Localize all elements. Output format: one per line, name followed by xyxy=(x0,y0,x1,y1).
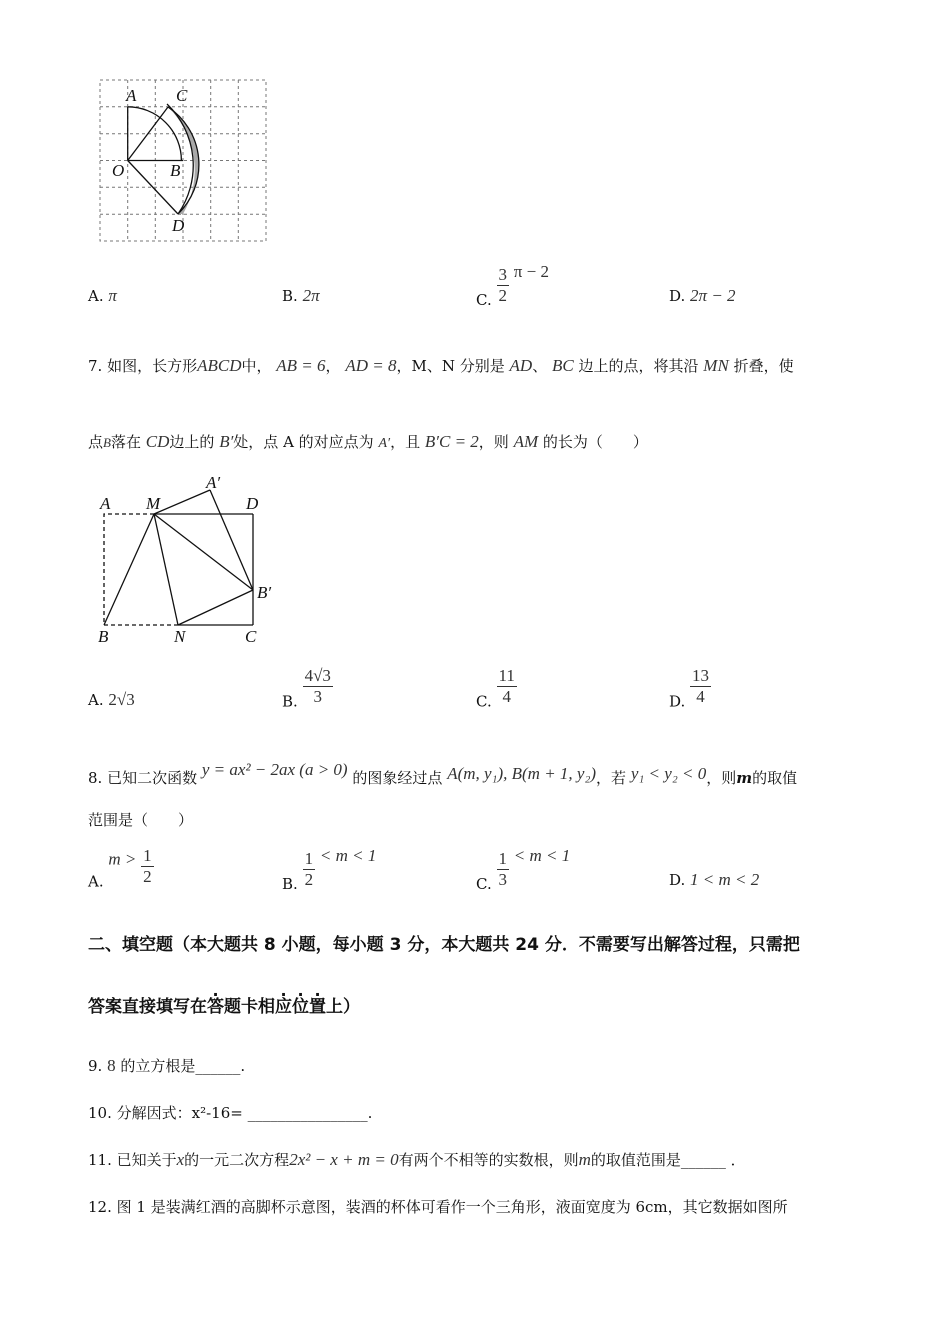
q12: 12. 图 1 是装满红酒的高脚杯示意图，装酒的杯体可看作一个三角形，液面宽度为 6cm，其它数据如图所 xyxy=(88,1198,788,1216)
shaded-region-outer xyxy=(167,104,193,214)
label-a-prime: A′ xyxy=(206,473,221,492)
option-value: 2π xyxy=(302,286,320,305)
q9: 9. 8 的立方根是______. xyxy=(88,1056,246,1075)
label-b: B xyxy=(170,161,181,180)
label-n: N xyxy=(174,627,186,646)
q7-option-d: D. $\frac{13}{4}$ xyxy=(669,666,710,711)
figure-lines xyxy=(128,107,199,214)
q7-option-a: A. 2√3 xyxy=(88,690,135,709)
option-value: 2π − 2 xyxy=(690,286,736,305)
q10: 10. 分解因式：x²-16= ________________. xyxy=(88,1104,373,1122)
q6-figure xyxy=(90,70,280,250)
q8-line2: 范围是（ ） xyxy=(88,811,194,829)
option-rest: π − 2 xyxy=(513,262,549,281)
q7-line2: 点B落在 CD边上的 B′处，点 A 的对应点为 A′，且 B′C = 2，则 AM 的长为（ ） xyxy=(88,432,648,451)
label-c: C xyxy=(245,627,257,646)
q7-figure xyxy=(90,470,290,650)
q7-option-b: B. $\frac{4√3}{3}$ xyxy=(282,666,331,711)
label-m: M xyxy=(146,494,161,513)
q6-option-d xyxy=(669,286,736,306)
q7-option-c: C. $\frac{11}{4}$ xyxy=(476,666,515,711)
label-o: O xyxy=(112,161,125,180)
q11: 11. 已知关于x的一元二次方程2x² − x + m = 0有两个不相等的实数根，则m的取值范围是______ ． xyxy=(88,1150,746,1169)
option-value: π xyxy=(108,286,117,305)
label-b-prime: B′ xyxy=(257,583,272,602)
label-d: D xyxy=(172,216,185,235)
section2-heading-line2: 答案直接填写在答题卡相应位置上） xyxy=(88,997,360,1017)
label-c: C xyxy=(176,86,188,105)
q6-option-a xyxy=(88,286,117,306)
q6-option-c xyxy=(476,262,549,309)
option-letter: D. xyxy=(669,287,686,305)
label-a: A xyxy=(126,86,137,105)
q8-option-d: D. 1 < m < 2 xyxy=(669,870,760,889)
label-d: D xyxy=(246,494,259,513)
q8-option-c: C. $\frac{1}{3}$ < m < 1 xyxy=(476,846,571,893)
q8-line1: 8. 已知二次函数 y = ax² − 2ax (a > 0) 的图象经过点 A(m, y₁), B(m + 1, y₂)，若 y₁ < y₂ < 0，则m的取值 xyxy=(88,760,798,787)
label-b: B xyxy=(98,627,109,646)
option-letter: A. xyxy=(88,287,104,305)
q6-option-b xyxy=(282,286,320,306)
option-letter: B. xyxy=(282,287,298,305)
label-a: A xyxy=(100,494,111,513)
section2-heading-line1: 二、填空题（本大题共 8 小题，每小题 3 分，本大题共 24 分．不需要写出解答过程，只需把 xyxy=(88,935,800,955)
option-letter: C. xyxy=(476,291,492,309)
q8-option-b: B. $\frac{1}{2}$ < m < 1 xyxy=(282,846,377,893)
fraction: $\frac{3}{2}$ xyxy=(498,264,507,305)
q8-option-a: A. m > $\frac{1}{2}$ xyxy=(88,846,152,891)
q7-line1: 7. 如图，长方形ABCD中， AB = 6， AD = 8，M、N 分别是 AD、 BC 边上的点，将其沿 MN 折叠，使 xyxy=(88,356,794,375)
